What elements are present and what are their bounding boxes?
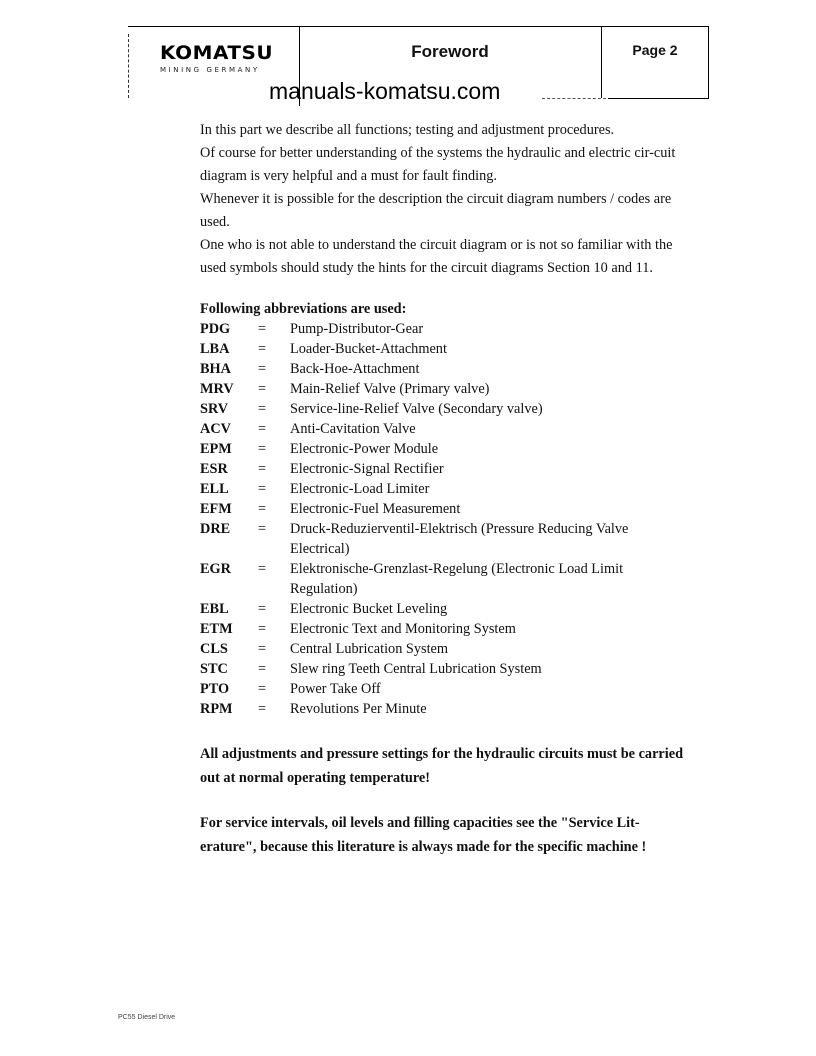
watermark-link[interactable]: manuals-komatsu.com bbox=[269, 78, 501, 104]
logo-brand: KOMATSU bbox=[160, 42, 274, 64]
abbreviation-code: STC bbox=[200, 661, 228, 677]
abbreviation-row bbox=[200, 499, 690, 519]
abbreviation-row bbox=[200, 599, 690, 619]
abbreviation-code: ELL bbox=[200, 481, 229, 497]
komatsu-logo bbox=[160, 42, 274, 74]
logo-subtitle: MINING GERMANY bbox=[160, 66, 260, 74]
document-body bbox=[200, 119, 690, 859]
page-number: Page 2 bbox=[632, 42, 678, 58]
abbreviation-definition: Loader-Bucket-Attachment bbox=[290, 341, 447, 357]
abbreviation-code: EBL bbox=[200, 601, 229, 617]
equals-sign: = bbox=[258, 601, 267, 617]
abbreviation-row bbox=[200, 639, 690, 659]
abbreviation-row bbox=[200, 699, 690, 719]
abbreviation-row bbox=[200, 659, 690, 679]
abbreviation-code: EPM bbox=[200, 441, 232, 457]
abbreviation-row bbox=[200, 559, 690, 599]
abbreviation-definition: Druck-Reduzierventil-Elektrisch (Pressure Reducing Valve Electrical) bbox=[290, 521, 629, 557]
equals-sign: = bbox=[258, 341, 267, 357]
abbreviation-code: CLS bbox=[200, 641, 228, 657]
abbreviation-row bbox=[200, 419, 690, 439]
abbreviation-code: DRE bbox=[200, 521, 231, 537]
abbreviation-definition: Electronic-Power Module bbox=[290, 441, 439, 457]
equals-sign: = bbox=[258, 661, 267, 677]
abbreviation-code: BHA bbox=[200, 361, 231, 377]
equals-sign: = bbox=[258, 381, 267, 397]
header-border-right bbox=[708, 26, 709, 98]
abbreviation-row bbox=[200, 519, 690, 559]
abbreviation-definition: Elektronische-Grenzlast-Regelung (Electronic Load Limit Regulation) bbox=[290, 561, 624, 597]
abbreviation-code: PDG bbox=[200, 321, 231, 337]
abbreviation-row bbox=[200, 679, 690, 699]
abbreviation-definition: Main-Relief Valve (Primary valve) bbox=[290, 381, 490, 397]
abbreviations-heading: Following abbreviations are used: bbox=[200, 301, 407, 317]
abbreviations-list bbox=[200, 319, 690, 719]
abbreviation-definition: Service-line-Relief Valve (Secondary valve) bbox=[290, 401, 543, 417]
service-literature-note: For service intervals, oil levels and filling capacities see the "Service Lit-erature", because this literature is always made for the specific machine ! bbox=[200, 815, 647, 855]
abbreviation-code: SRV bbox=[200, 401, 229, 417]
header-border-top bbox=[128, 26, 709, 27]
intro-paragraph: One who is not able to understand the circuit diagram or is not so familiar with the used symbols should study the hints for the circuit diagrams Section 10 and 11. bbox=[200, 237, 673, 276]
abbreviation-row bbox=[200, 379, 690, 399]
abbreviation-row bbox=[200, 399, 690, 419]
abbreviation-code: ETM bbox=[200, 621, 233, 637]
abbreviation-definition: Electronic Bucket Leveling bbox=[290, 601, 448, 617]
equals-sign: = bbox=[258, 621, 267, 637]
equals-sign: = bbox=[258, 501, 267, 517]
abbreviation-code: ESR bbox=[200, 461, 228, 477]
abbreviation-definition: Electronic Text and Monitoring System bbox=[290, 621, 516, 637]
abbreviation-definition: Pump-Distributor-Gear bbox=[290, 321, 424, 337]
intro-paragraph: Whenever it is possible for the description the circuit diagram numbers / codes are used. bbox=[200, 191, 672, 230]
abbreviation-code: RPM bbox=[200, 701, 233, 717]
abbreviation-code: LBA bbox=[200, 341, 230, 357]
equals-sign: = bbox=[258, 481, 267, 497]
abbreviation-definition: Slew ring Teeth Central Lubrication System bbox=[290, 661, 542, 677]
equals-sign: = bbox=[258, 441, 267, 457]
equals-sign: = bbox=[258, 701, 267, 717]
abbreviation-definition: Revolutions Per Minute bbox=[290, 701, 427, 717]
equals-sign: = bbox=[258, 321, 267, 337]
equals-sign: = bbox=[258, 561, 267, 577]
abbreviation-code: MRV bbox=[200, 381, 234, 397]
page-title: Foreword bbox=[411, 42, 489, 61]
equals-sign: = bbox=[258, 461, 267, 477]
abbreviation-row bbox=[200, 479, 690, 499]
abbreviation-definition: Power Take Off bbox=[290, 681, 381, 697]
abbreviation-definition: Central Lubrication System bbox=[290, 641, 449, 657]
abbreviation-row bbox=[200, 319, 690, 339]
abbreviation-definition: Electronic-Fuel Measurement bbox=[290, 501, 461, 517]
equals-sign: = bbox=[258, 681, 267, 697]
abbreviation-definition: Electronic-Load Limiter bbox=[290, 481, 430, 497]
abbreviation-row bbox=[200, 339, 690, 359]
abbreviation-definition: Electronic-Signal Rectifier bbox=[290, 461, 444, 477]
equals-sign: = bbox=[258, 641, 267, 657]
abbreviation-row bbox=[200, 619, 690, 639]
abbreviation-code: ACV bbox=[200, 421, 231, 437]
intro-section bbox=[200, 119, 690, 280]
abbreviation-row bbox=[200, 459, 690, 479]
abbreviation-row bbox=[200, 359, 690, 379]
equals-sign: = bbox=[258, 361, 267, 377]
temperature-note: All adjustments and pressure settings for the hydraulic circuits must be carried out at normal operating temperature! bbox=[200, 746, 684, 786]
equals-sign: = bbox=[258, 521, 267, 537]
equals-sign: = bbox=[258, 421, 267, 437]
abbreviation-code: EFM bbox=[200, 501, 232, 517]
abbreviation-definition: Anti-Cavitation Valve bbox=[290, 421, 416, 437]
abbreviation-code: EGR bbox=[200, 561, 231, 577]
header-border-bottom bbox=[608, 98, 709, 99]
intro-paragraph: Of course for better understanding of the systems the hydraulic and electric cir-cuit diagram is very helpful and a must for fault finding. bbox=[200, 145, 676, 184]
abbreviation-definition: Back-Hoe-Attachment bbox=[290, 361, 420, 377]
abbreviation-code: PTO bbox=[200, 681, 230, 697]
equals-sign: = bbox=[258, 401, 267, 417]
header-divider-2 bbox=[601, 26, 602, 98]
abbreviation-row bbox=[200, 439, 690, 459]
header-border-bottom-dashed bbox=[542, 98, 606, 99]
header-border-left bbox=[128, 34, 129, 98]
intro-paragraph: In this part we describe all functions; testing and adjustment procedures. bbox=[200, 122, 615, 138]
footer-label: PC55 Diesel Drive bbox=[118, 1014, 176, 1021]
